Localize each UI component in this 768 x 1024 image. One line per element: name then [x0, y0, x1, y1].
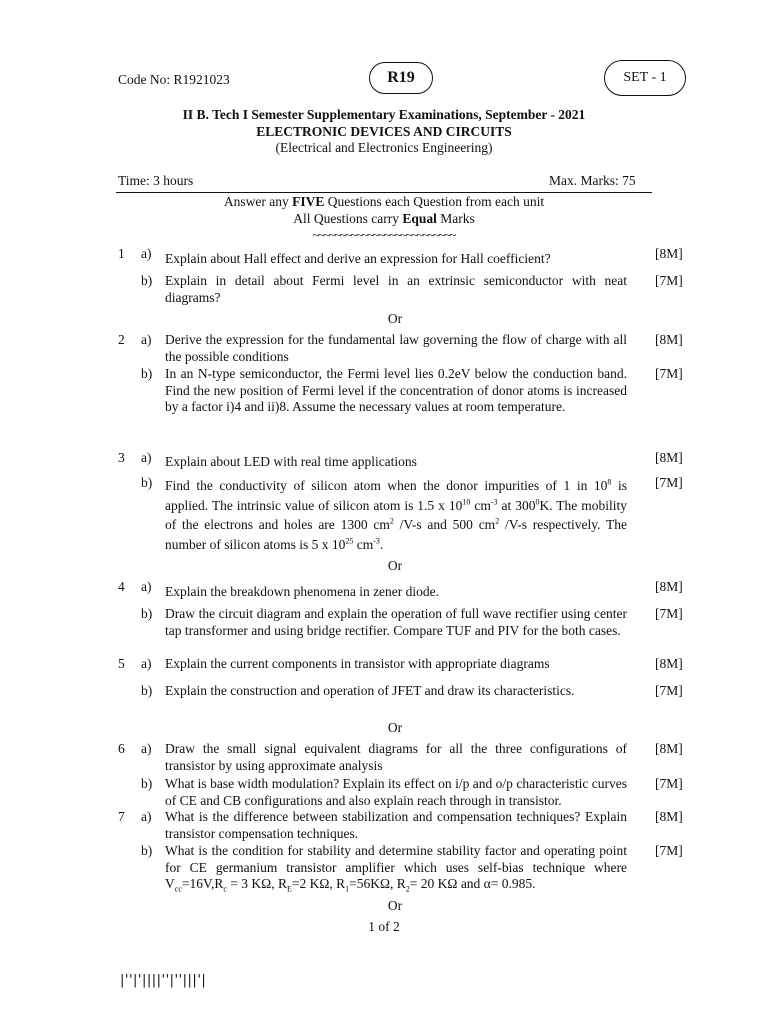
- question-text: What is the condition for stability and determine stability factor and operating point for CE germanium transistor amplifier which uses self-bias technique where $V_{cc}=16V,R_c = 3$ KΩ, $R_E=2$ KΩ, $R_1=56K\Omega$, $R_2= 20$ KΩ and α= 0.985.: [165, 843, 627, 894]
- barcode: |''|'||||''|''|||'|: [120, 973, 207, 988]
- question-marks: [8M]: [655, 332, 683, 347]
- or-separator: Or: [387, 558, 403, 573]
- or-separator: Or: [387, 720, 403, 735]
- question-marks: [8M]: [655, 741, 683, 756]
- or-separator: Or: [387, 311, 403, 326]
- question-marks: [8M]: [655, 579, 683, 594]
- question-marks: [7M]: [655, 475, 683, 490]
- question-text: What is base width modulation? Explain its effect on i/p and o/p characteristic curves of CE and CB configurations and also explain reach through in transistor.: [165, 776, 627, 808]
- question-number: 7: [118, 809, 125, 824]
- question-text: Explain about LED with real time applications: [165, 454, 417, 469]
- question-text: In an N-type semiconductor, the Fermi level lies 0.2eV below the conduction band. Find the new position of Fermi level if the concentration of donor atoms is increased by a factor i)4 and ii)8. Assume the necessary values at room temperature.: [165, 366, 627, 414]
- time-label: Time: 3 hours: [118, 173, 194, 188]
- question-part: a): [141, 809, 152, 824]
- question-part: b): [141, 683, 153, 698]
- question-part: a): [141, 656, 152, 671]
- exam-title: II B. Tech I Semester Supplementary Examinations, September - 2021: [182, 107, 586, 122]
- question-part: b): [141, 606, 153, 621]
- question-part: a): [141, 741, 152, 756]
- question-part: a): [141, 332, 152, 347]
- question-text: Derive the expression for the fundamental law governing the flow of charge with all the possible conditions: [165, 332, 627, 364]
- instruction-line-2: All Questions carry Equal Marks: [293, 211, 475, 226]
- question-text: Explain the current components in transistor with appropriate diagrams: [165, 656, 550, 671]
- question-text: Find the conductivity of silicon atom when the donor impurities of 1 in $10^8$ is applied. The intrinsic value of silicon atom is 1.5 x $10^{10}$ $cm^{-3}$ at $300^0K$. The mobility of the electrons and holes are 1300 $cm^2$ /V-s and 500 $cm^2$ /V-s respectively. The number of silicon atoms is 5 x $10^{25}$ $cm^{-3}$.: [165, 477, 628, 552]
- regulation-badge: R19: [369, 62, 433, 94]
- branch-title: (Electrical and Electronics Engineering): [275, 140, 493, 155]
- question-text: What is the difference between stabilization and compensation techniques? Explain transistor compensation techniques.: [165, 809, 627, 841]
- or-separator: Or: [387, 898, 403, 913]
- question-marks: [8M]: [655, 450, 683, 465]
- question-marks: [7M]: [655, 273, 683, 288]
- question-part: a): [141, 450, 152, 465]
- set-badge: SET - 1: [604, 60, 686, 96]
- question-number: 4: [118, 579, 125, 594]
- question-part: b): [141, 843, 153, 858]
- question-marks: [7M]: [655, 683, 683, 698]
- question-part: a): [141, 579, 152, 594]
- instruction-line-1: Answer any FIVE Questions each Question from each unit: [223, 194, 545, 209]
- question-marks: [7M]: [655, 606, 683, 621]
- question-part: b): [141, 366, 153, 381]
- question-number: 1: [118, 246, 125, 261]
- question-text: Draw the circuit diagram and explain the operation of full wave rectifier using center tap transformer and using bridge rectifier. Compare TUF and PIV for the both cases.: [165, 606, 627, 638]
- question-text: Explain about Hall effect and derive an expression for Hall coefficient?: [165, 251, 551, 266]
- question-marks: [7M]: [655, 366, 683, 381]
- code-number: Code No: R1921023: [118, 72, 230, 87]
- tilde-divider: ~~~~~~~~~~~~~~~~~~~~~~~~~~: [312, 228, 456, 242]
- question-part: a): [141, 246, 152, 261]
- question-marks: [7M]: [655, 776, 683, 791]
- question-number: 3: [118, 450, 125, 465]
- question-marks: [8M]: [655, 809, 683, 824]
- question-text: Explain in detail about Fermi level in an extrinsic semiconductor with neat diagrams?: [165, 273, 627, 305]
- question-part: b): [141, 273, 153, 288]
- question-number: 5: [118, 656, 125, 671]
- question-text: Explain the construction and operation of JFET and draw its characteristics.: [165, 683, 575, 698]
- question-part: b): [141, 475, 153, 490]
- question-marks: [7M]: [655, 843, 683, 858]
- page-number: 1 of 2: [368, 919, 400, 934]
- question-marks: [8M]: [655, 656, 683, 671]
- question-marks: [8M]: [655, 246, 683, 261]
- max-marks-label: Max. Marks: 75: [549, 173, 636, 188]
- question-text: Explain the breakdown phenomena in zener diode.: [165, 584, 440, 599]
- question-part: b): [141, 776, 153, 791]
- question-number: 6: [118, 741, 125, 756]
- question-number: 2: [118, 332, 125, 347]
- subject-title: ELECTRONIC DEVICES AND CIRCUITS: [256, 124, 512, 139]
- question-text: Draw the small signal equivalent diagrams for all the three configurations of transistor by using approximate analysis: [165, 741, 627, 773]
- header-rule: [116, 192, 652, 193]
